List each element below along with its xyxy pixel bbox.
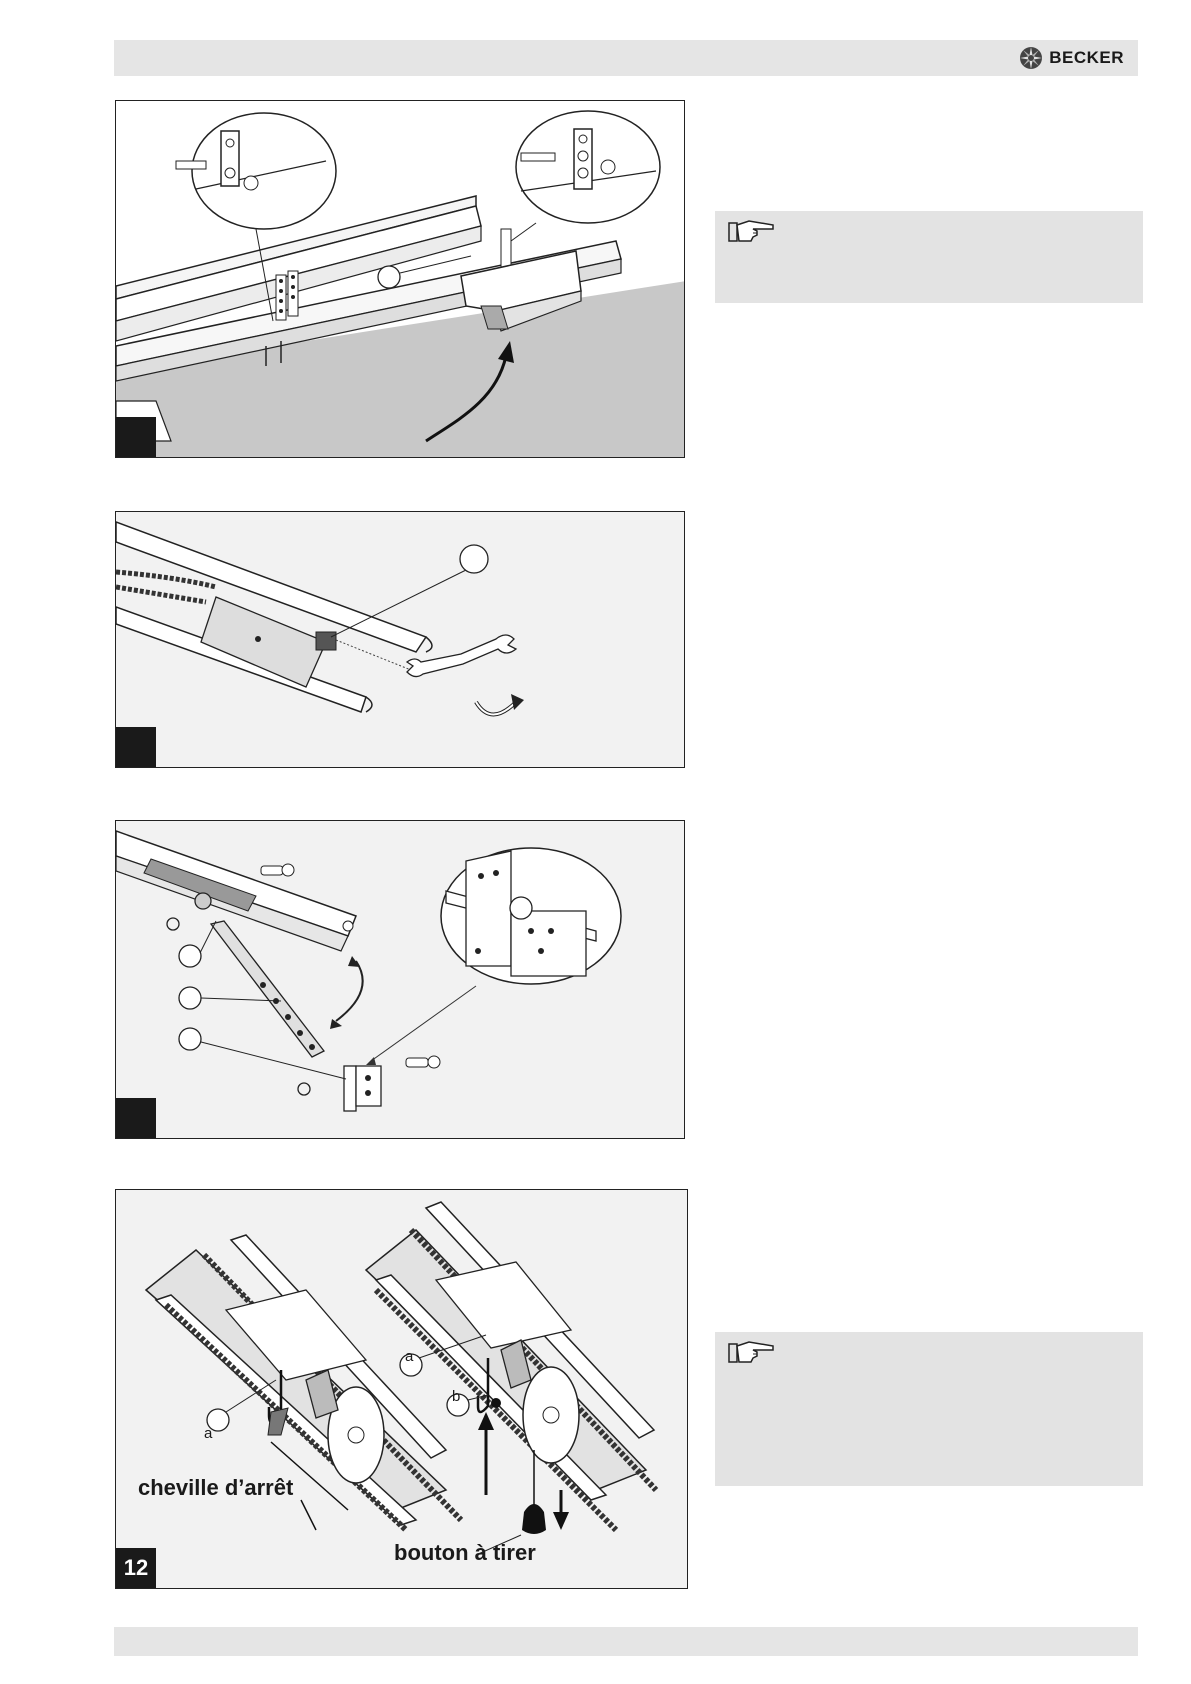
callout-b: b [452,1388,461,1405]
figure-number [116,417,156,457]
note-box [715,1332,1143,1486]
figure-chain-tension [115,511,685,768]
figure-emergency-release [115,1189,688,1589]
pull-knob-label: bouton à tirer [394,1540,536,1565]
chain-tension-illustration [116,512,685,768]
note-box [715,211,1143,303]
figure-number [116,727,156,767]
becker-emblem-icon [1019,46,1043,70]
figure-motor-mounting [115,100,685,458]
figure-number [116,1098,156,1138]
figure-arm-assembly [115,820,685,1139]
callout-a-left: a [204,1425,213,1442]
stop-pin-label: cheville d’arrêt [138,1475,294,1500]
figure-number: 12 [116,1548,156,1588]
pointing-hand-icon [727,1338,777,1366]
footer-bar [114,1627,1138,1656]
emergency-release-illustration [116,1190,688,1589]
header-bar [114,40,1138,76]
motor-mounting-illustration [116,101,685,458]
pointing-hand-icon [727,217,777,245]
brand-name: BECKER [1049,48,1124,67]
arm-assembly-illustration [116,821,685,1139]
becker-logo [1019,45,1124,71]
callout-a-right: a [405,1348,414,1365]
